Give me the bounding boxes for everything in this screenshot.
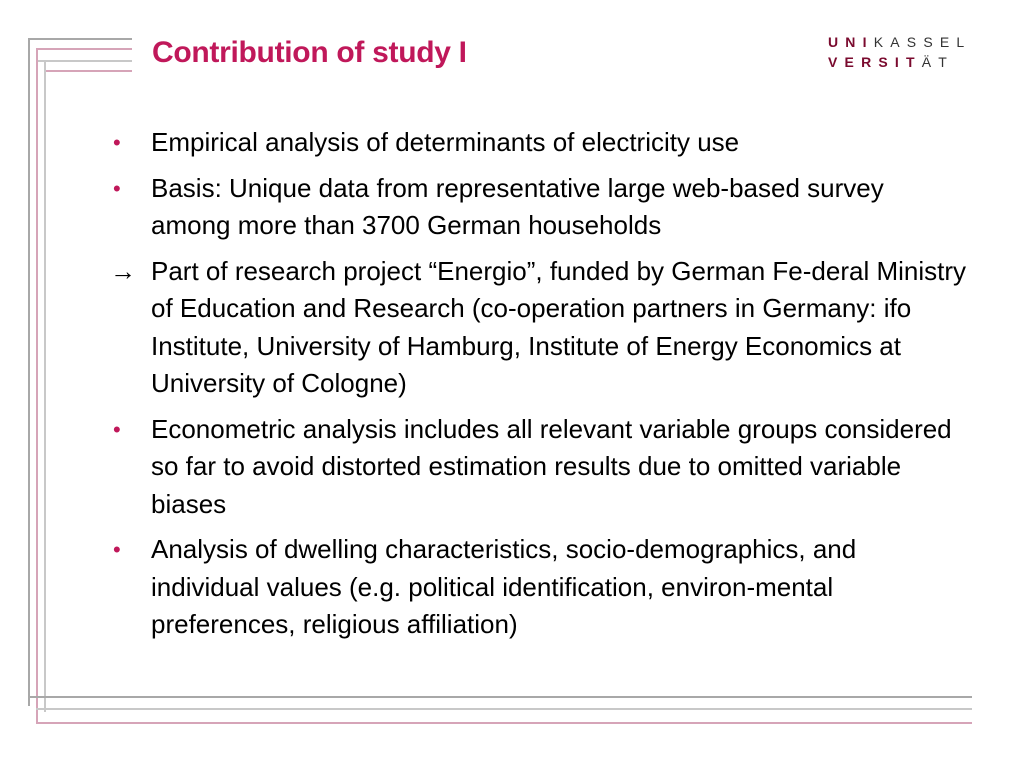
frame-bottom-line-1 [28,696,972,698]
logo-line-1-bold: UNI [828,34,874,50]
logo-line-2-light: ÄT [921,54,955,70]
list-item-text: Basis: Unique data from representative large web-based survey among more than 3700 German households [151,172,884,240]
list-item-text: Empirical analysis of determinants of electricity use [151,127,740,157]
list-item [110,411,970,524]
frame-top-line-4 [44,70,132,72]
frame-top-line-3 [36,60,132,62]
bullet-marker: • [113,130,121,155]
frame-bottom-line-2 [36,708,972,710]
arrow-marker: → [110,255,136,286]
slide-title: Contribution of study I [152,36,467,69]
list-item-text: Part of research project “Energio”, funded by German Fe-deral Ministry of Education and Research (co-operation partners in Germany: ifo Institute, University of Hamburg, Institute of Energy Economics at University of Cologne) [151,255,967,398]
bullet-marker: • [113,416,121,442]
logo-line-1 [828,34,971,50]
frame-top-line-2 [36,48,132,50]
list-item [110,253,970,403]
bullet-marker: • [113,175,121,201]
logo-line-1-light: KASSEL [873,34,972,50]
uni-kassel-logo [828,32,978,76]
logo-line-2 [828,54,954,70]
list-item-text: Econometric analysis includes all relevant variable groups considered so far to avoid distorted estimation results due to omitted variable biases [151,413,952,519]
slide-content [110,124,970,652]
frame-left-line-1 [28,38,30,706]
list-item [110,124,970,162]
frame-bottom-line-3 [36,722,972,724]
list-item [110,531,970,644]
frame-left-line-2 [36,48,38,724]
logo-line-2-bold: VERSIT [828,54,922,70]
list-item [110,170,970,245]
list-item-text: Analysis of dwelling characteristics, socio-demographics, and individual values (e.g. political identification, environ-mental preferences, religious affiliation) [151,534,857,639]
frame-top-line-1 [28,38,132,40]
bullet-marker: • [113,537,121,562]
frame-left-line-3 [44,60,46,712]
